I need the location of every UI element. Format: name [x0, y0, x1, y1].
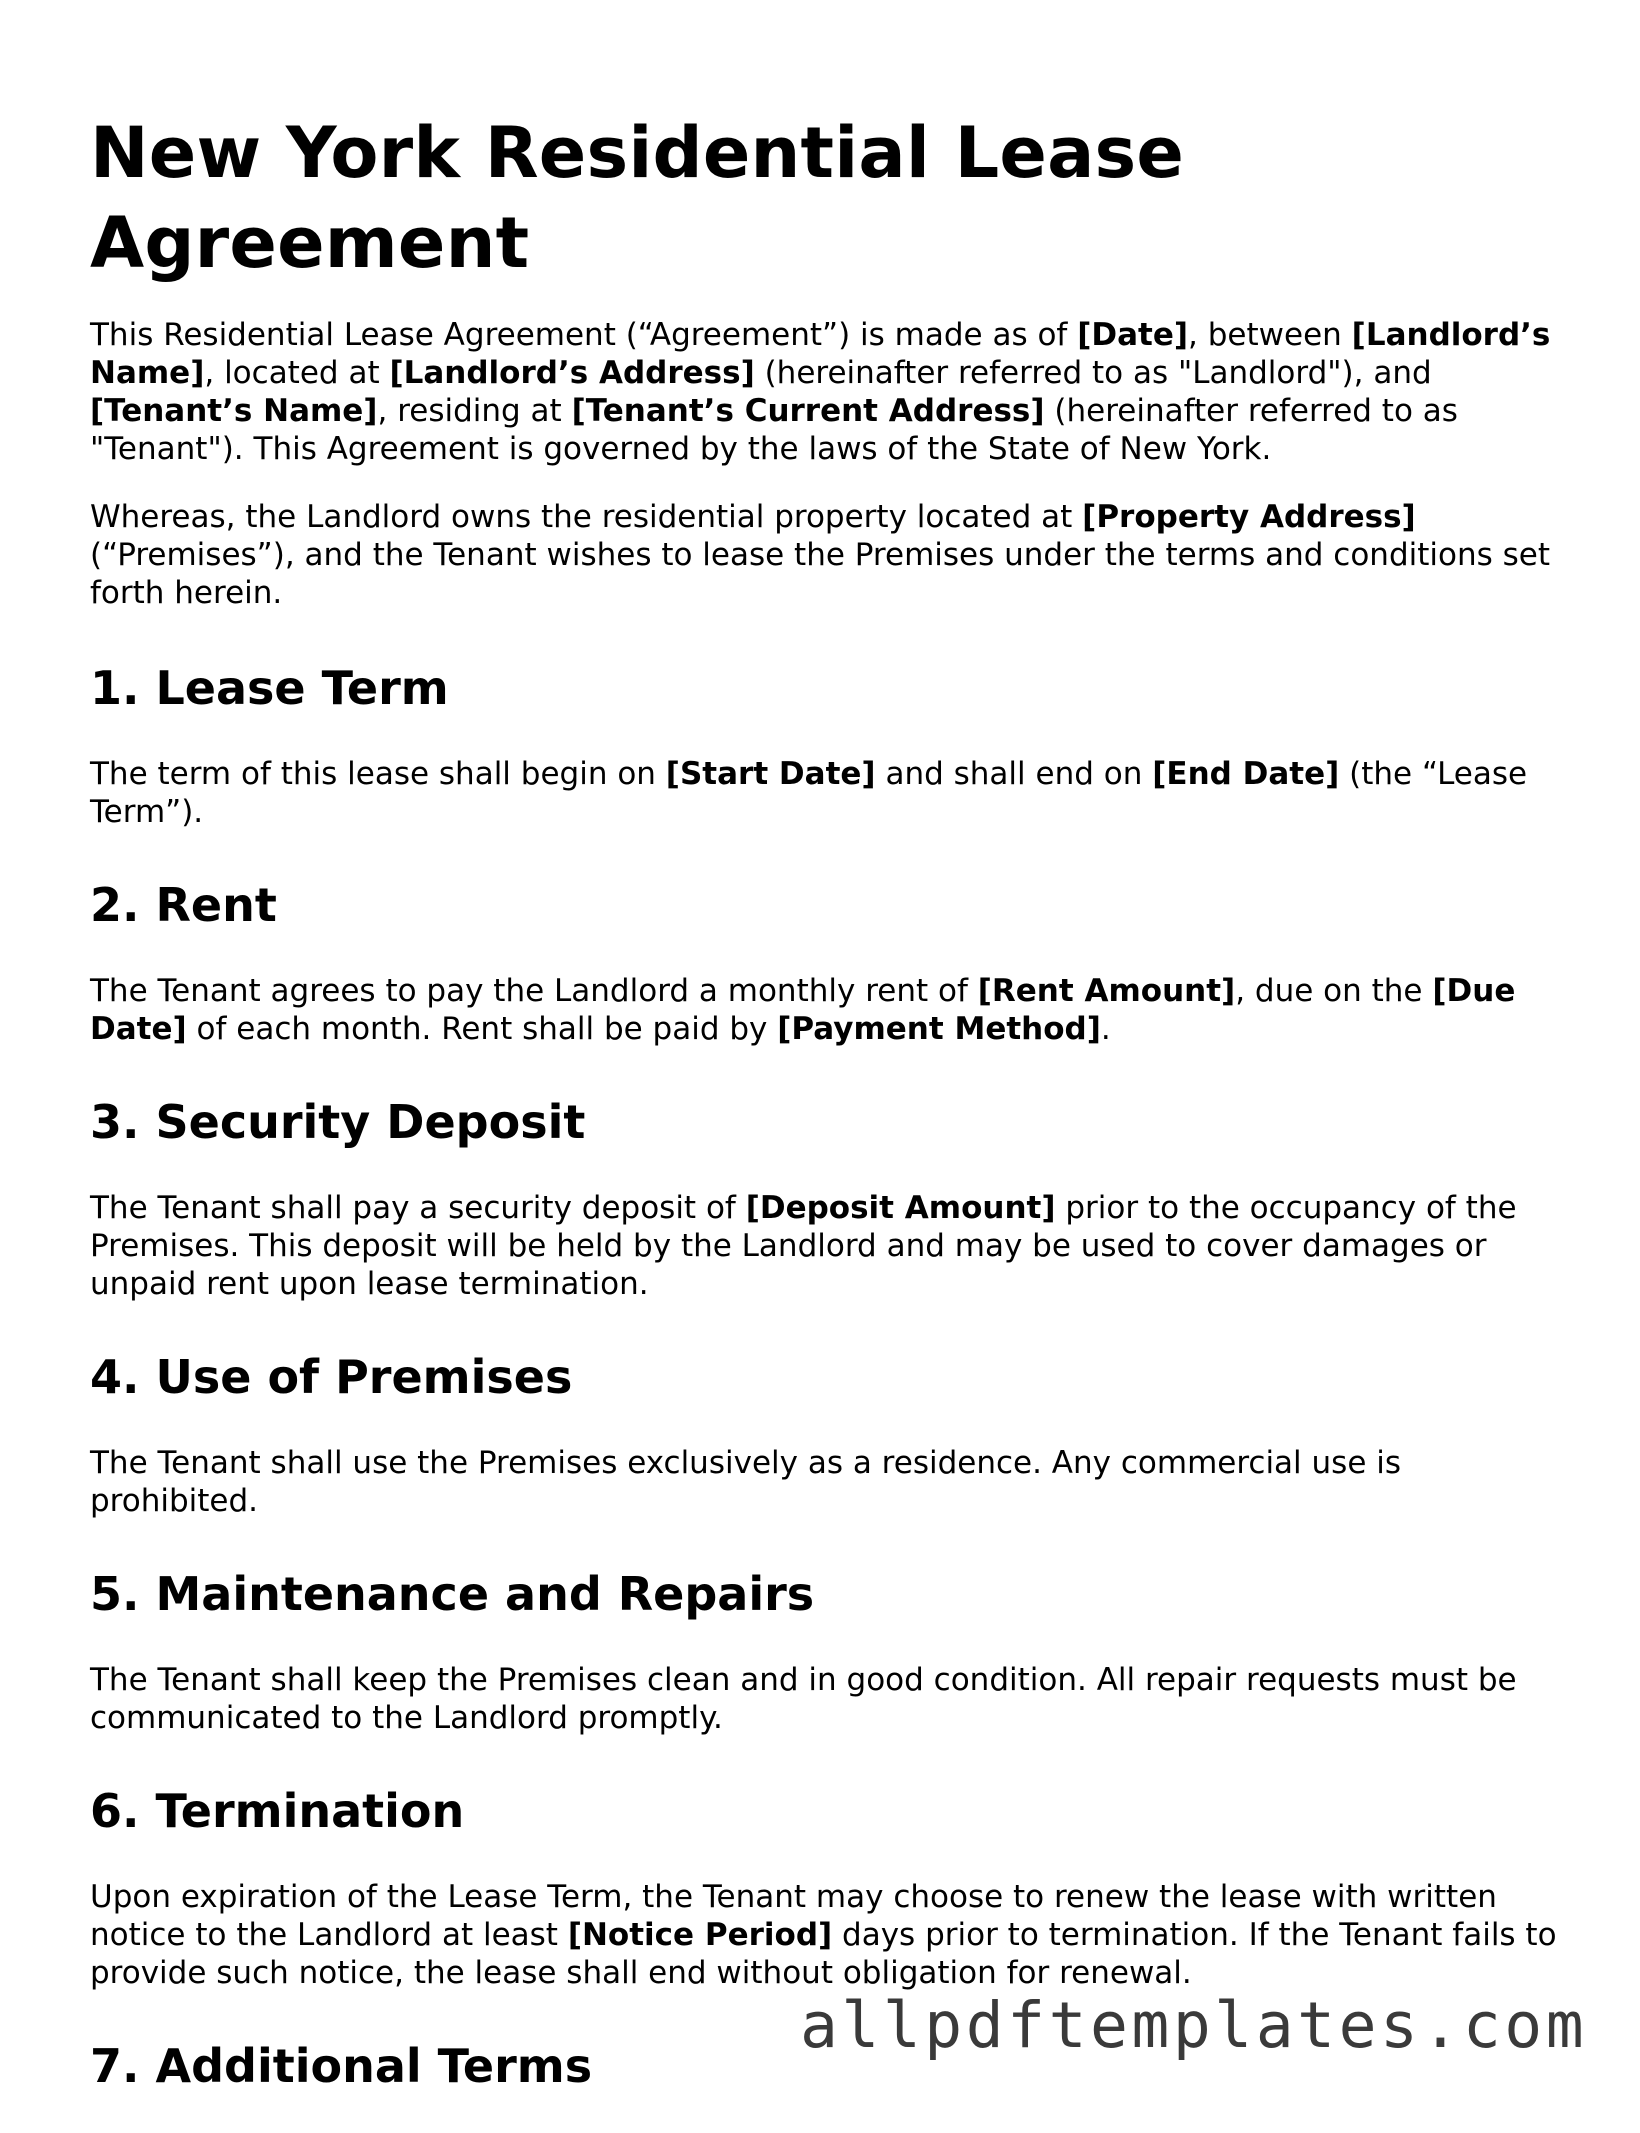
whereas-text: Whereas, the Landlord owns the residential property located at: [90, 499, 1083, 535]
section-heading-maintenance: 5. Maintenance and Repairs: [90, 1567, 815, 1621]
rent-text: , due on the: [1235, 973, 1433, 1009]
termination-text: days prior to termination. If the Tenant fails to provide such notice, the lease shall end without obligation for renewal.: [90, 1917, 1557, 1991]
security-deposit-text: prior to the occupancy of the Premises. This deposit will be held by the Landlord and may be used to cover damages or unpaid rent upon lease termination.: [90, 1190, 1517, 1302]
lease-term-text: and shall end on: [875, 756, 1153, 792]
document-title: New York Residential Lease Agreement: [90, 112, 1185, 284]
lease-term-text: The term of this lease shall begin on: [90, 756, 666, 792]
section-heading-rent: 2. Rent: [90, 878, 277, 932]
payment-method-placeholder: [Payment Method]: [777, 1011, 1101, 1047]
rent-text: of each month. Rent shall be paid by: [186, 1011, 778, 1047]
intro-paragraph: [90, 316, 1560, 468]
section-heading-security-deposit: 3. Security Deposit: [90, 1095, 586, 1149]
intro-text: (hereinafter referred to as "Landlord"), and: [754, 355, 1432, 391]
rent-amount-placeholder: [Rent Amount]: [977, 973, 1236, 1009]
notice-period-placeholder: [Notice Period]: [567, 1917, 833, 1953]
start-date-placeholder: [Start Date]: [665, 756, 876, 792]
deposit-amount-placeholder: [Deposit Amount]: [745, 1190, 1056, 1226]
intro-text: , between: [1188, 317, 1352, 353]
tenant-address-placeholder: [Tenant’s Current Address]: [571, 393, 1045, 429]
lease-term-paragraph: [90, 755, 1560, 831]
end-date-placeholder: [End Date]: [1152, 756, 1340, 792]
due-date-placeholder: [Due Date]: [90, 973, 1516, 1047]
maintenance-paragraph: The Tenant shall keep the Premises clean and in good condition. All repair requests must be communicated to the Landlord promptly.: [90, 1662, 1517, 1736]
tenant-name-placeholder: [Tenant’s Name]: [90, 393, 378, 429]
landlord-name-placeholder: [Landlord’s Name]: [90, 317, 1551, 391]
rent-text: .: [1100, 1011, 1111, 1047]
termination-paragraph: [90, 1878, 1560, 1992]
whereas-text: (“Premises”), and the Tenant wishes to lease the Premises under the terms and conditions set forth herein.: [90, 537, 1550, 611]
termination-text: Upon expiration of the Lease Term, the Tenant may choose to renew the lease with written notice to the Landlord at least: [90, 1879, 1497, 1953]
section-heading-termination: 6. Termination: [90, 1784, 465, 1838]
section-heading-additional-terms: 7. Additional Terms: [90, 2039, 593, 2093]
whereas-paragraph: [90, 498, 1560, 612]
lease-term-text: (the “Lease Term”).: [90, 756, 1528, 830]
security-deposit-paragraph: [90, 1189, 1560, 1303]
intro-text: (hereinafter referred to as "Tenant"). This Agreement is governed by the laws of the State of New York.: [90, 393, 1458, 467]
section-heading-lease-term: 1. Lease Term: [90, 661, 449, 715]
landlord-address-placeholder: [Landlord’s Address]: [389, 355, 755, 391]
section-heading-use-of-premises: 4. Use of Premises: [90, 1350, 573, 1404]
rent-paragraph: [90, 972, 1560, 1048]
intro-text: , residing at: [377, 393, 572, 429]
intro-text: , located at: [204, 355, 390, 391]
date-placeholder: [Date]: [1077, 317, 1189, 353]
use-of-premises-paragraph: The Tenant shall use the Premises exclusively as a residence. Any commercial use is prohibited.: [90, 1445, 1402, 1519]
watermark: allpdftemplates.com: [800, 1989, 1588, 2062]
property-address-placeholder: [Property Address]: [1082, 499, 1416, 535]
security-deposit-text: The Tenant shall pay a security deposit of: [90, 1190, 746, 1226]
intro-text: This Residential Lease Agreement (“Agreement”) is made as of: [90, 317, 1078, 353]
rent-text: The Tenant agrees to pay the Landlord a monthly rent of: [90, 973, 978, 1009]
document-page: [90, 108, 1560, 2133]
